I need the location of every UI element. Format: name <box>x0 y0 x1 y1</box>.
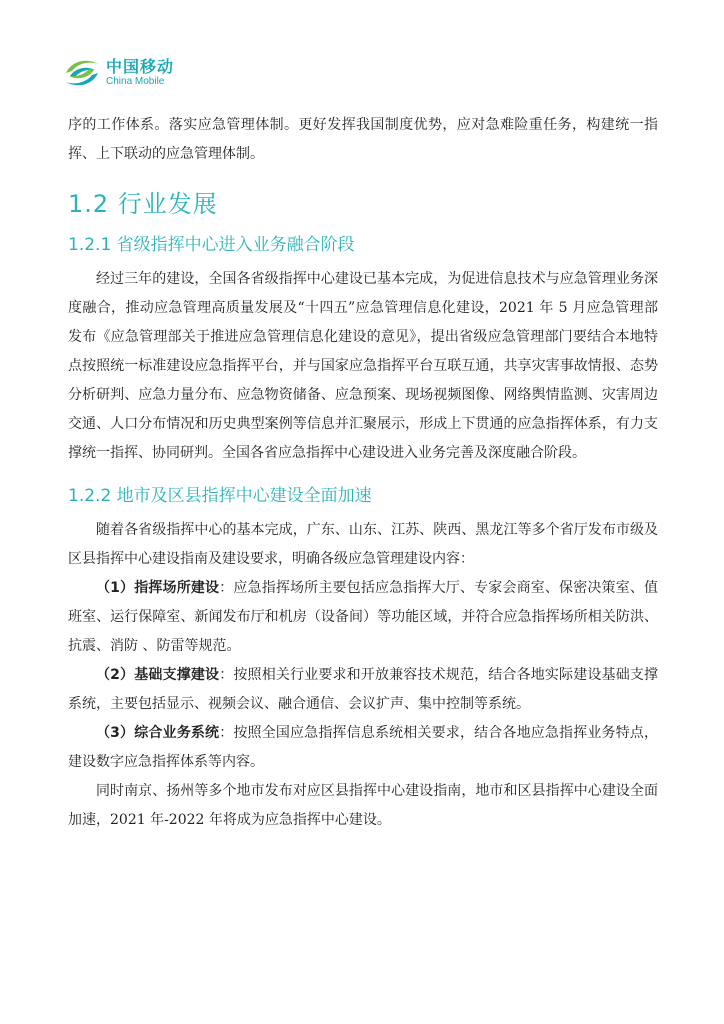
china-mobile-swirl-icon <box>62 56 102 90</box>
intro-paragraph: 序的工作体系。落实应急管理体制。更好发挥我国制度优势，应对急难险重任务，构建统一指挥、上下联动的应急管理体制。 <box>68 117 658 162</box>
list-item-3-sep: ： <box>219 725 234 741</box>
list-item-1-sep: ： <box>219 580 234 596</box>
section-heading: 1.2 行业发展 <box>68 190 218 218</box>
list-item-2-prefix: （2） <box>96 667 135 683</box>
list-item-2-body: 按照相关行业要求和开放兼容技术规范，结合各地实际建设基础支撑系统，主要包括显示、视频会议、融合通信、会议扩声、集中控制等系统。 <box>68 667 659 712</box>
logo-english-name: China Mobile <box>106 76 165 87</box>
list-item-2 <box>68 661 658 719</box>
list-item-1-prefix: （1） <box>96 580 135 596</box>
list-item-1-title: 指挥场所建设 <box>134 580 220 596</box>
logo-chinese-name: 中国移动 <box>106 57 175 76</box>
subsection-heading-1-2-1: 1.2.1 省级指挥中心进入业务融合阶段 <box>68 235 355 255</box>
subsection-1-2-1-paragraph: 经过三年的建设，全国各省级指挥中心建设已基本完成，为促进信息技术与应急管理业务深度融合，推动应急管理高质量发展及“十四五”应急管理信息化建设，2021 年 5 月应急管理部发布《应急管理部关于推进应急管理信息化建设的意见》，提出省级应急管理部门要结合本地特点按照统一标准建设应急指挥平台，并与国家应急指挥平台互联互通，共享灾害事故情报、态势分析研判、应急力量分布、应急物资储备、应急预案、现场视频图像、网络舆情监测、灾害周边交通、人口分布情况和历史典型案例等信息并汇聚展示，形成上下贯通的应急指挥体系，有力支撑统一指挥、协同研判。全国各省应急指挥中心建设进入业务完善及深度融合阶段。 <box>68 271 658 461</box>
list-item-3-title: 综合业务系统 <box>134 725 220 741</box>
china-mobile-logo <box>62 56 174 90</box>
subsection-1-2-2-paragraph: 随着各省级指挥中心的基本完成，广东、山东、江苏、陕西、黑龙江等多个省厅发布市级及区县指挥中心建设指南及建设要求，明确各级应急管理建设内容： <box>68 522 658 567</box>
subsection-heading-1-2-2: 1.2.2 地市及区县指挥中心建设全面加速 <box>68 486 372 506</box>
list-item-2-title: 基础支撑建设 <box>134 667 220 683</box>
closing-paragraph: 同时南京、扬州等多个地市发布对应区县指挥中心建设指南，地市和区县指挥中心建设全面加速，2021 年-2022 年将成为应急指挥中心建设。 <box>68 783 658 828</box>
document-body <box>68 111 658 835</box>
list-item-1 <box>68 574 658 661</box>
list-item-3-body: 按照全国应急指挥信息系统相关要求，结合各地应急指挥业务特点，建设数字应急指挥体系等内容。 <box>68 725 659 770</box>
list-item-3-prefix: （3） <box>96 725 135 741</box>
list-item-1-body: 应急指挥场所主要包括应急指挥大厅、专家会商室、保密决策室、值班室、运行保障室、新闻发布厅和机房（设备间）等功能区域，并符合应急指挥场所相关防洪、抗震、消防 、防雷等规范。 <box>68 580 659 654</box>
list-item-2-sep: ： <box>219 667 234 683</box>
list-item-3 <box>68 719 658 777</box>
